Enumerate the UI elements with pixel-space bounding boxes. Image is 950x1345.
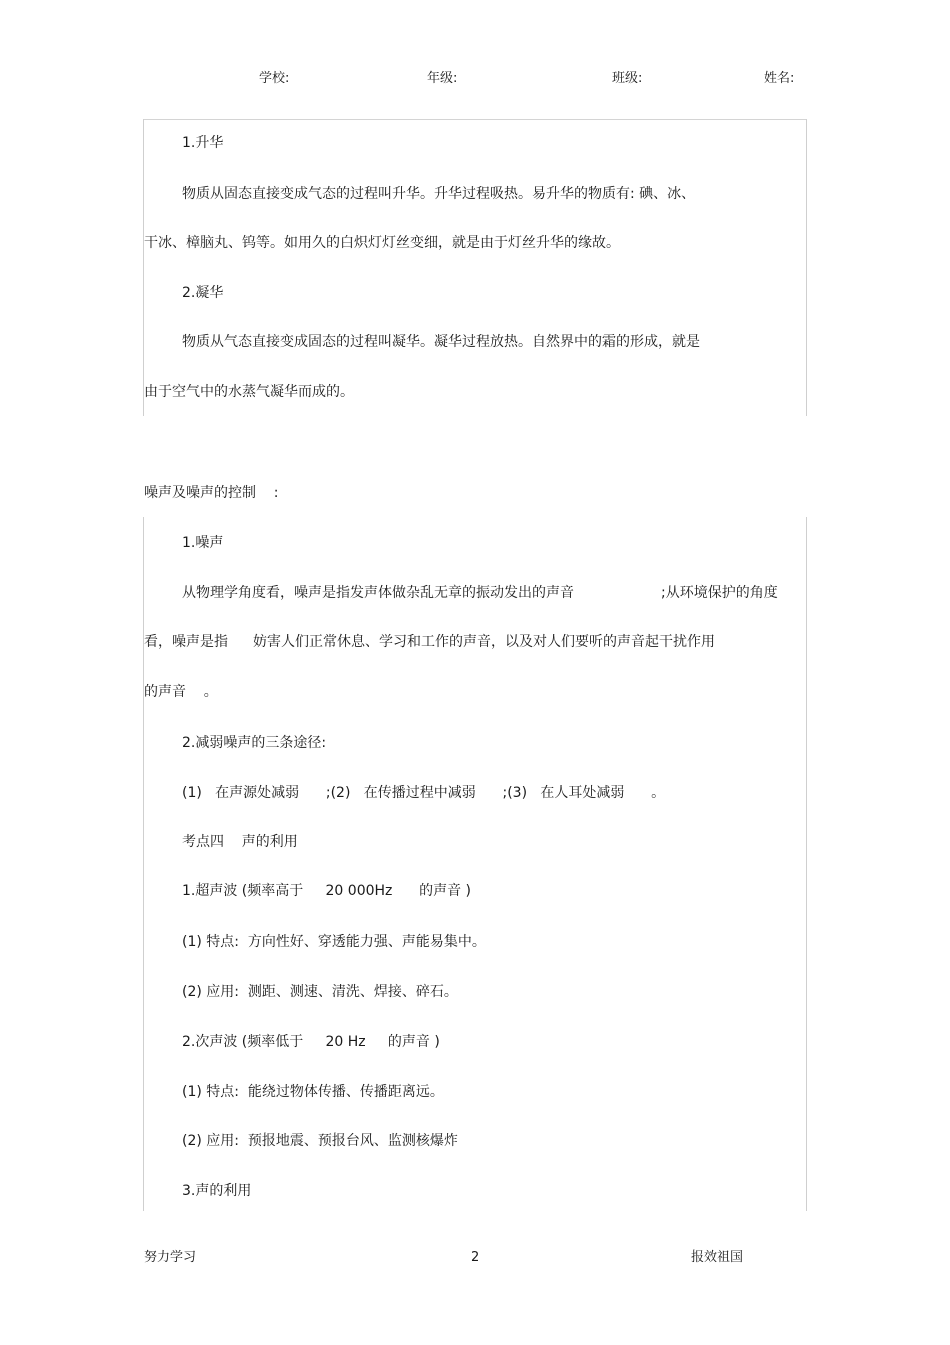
- reduction-title: 2.减弱噪声的三条途径:: [182, 735, 327, 751]
- class-label: 班级:: [612, 71, 643, 86]
- noise-para-line2a: 看，噪声是指: [144, 634, 228, 650]
- box1-left-border: [143, 119, 144, 416]
- ultrasound-features: (1) 特点: 方向性好、穿透能力强、声能易集中。: [182, 934, 486, 950]
- page-number: 2: [471, 1250, 480, 1265]
- box1-top-border: [143, 119, 807, 120]
- box2-right-border: [806, 517, 807, 1211]
- noise-title: 1.噪声: [182, 535, 224, 551]
- noise-para-line3: 的声音 。: [144, 684, 218, 700]
- school-label: 学校:: [259, 71, 290, 86]
- deposition-title: 2.凝华: [182, 285, 224, 301]
- name-label: 姓名:: [764, 71, 795, 86]
- infrasound-title: 2.次声波 (频率低于 20 Hz 的声音 ): [182, 1034, 440, 1050]
- noise-para-line1a: 从物理学角度看，噪声是指发声体做杂乱无章的振动发出的声音: [182, 585, 574, 601]
- noise-para-line1b: ;从环境保护的角度: [661, 585, 778, 601]
- sublimation-para-line2: 干冰、樟脑丸、钨等。如用久的白炽灯灯丝变细，就是由于灯丝升华的缘故。: [144, 235, 620, 251]
- deposition-para-line2: 由于空气中的水蒸气凝华而成的。: [144, 384, 354, 400]
- sublimation-title: 1.升华: [182, 135, 224, 151]
- noise-section-title: 噪声及噪声的控制 :: [144, 485, 279, 501]
- box2-left-border: [143, 517, 144, 1211]
- reduction-items: (1) 在声源处减弱 ;(2) 在传播过程中减弱 ;(3) 在人耳处减弱 。: [182, 785, 666, 801]
- box1-right-border: [806, 119, 807, 416]
- footer-left-motto: 努力学习: [144, 1250, 197, 1265]
- deposition-para-line1: 物质从气态直接变成固态的过程叫凝华。凝华过程放热。自然界中的霜的形成，就是: [182, 334, 700, 350]
- infrasound-uses: (2) 应用: 预报地震、预报台风、监测核爆炸: [182, 1133, 458, 1149]
- ultrasound-title: 1.超声波 (频率高于 20 000Hz 的声音 ): [182, 883, 471, 899]
- sublimation-para-line1: 物质从固态直接变成气态的过程叫升华。升华过程吸热。易升华的物质有: 碘、冰、: [182, 186, 696, 202]
- noise-para-line2b: 妨害人们正常休息、学习和工作的声音，以及对人们要听的声音起干扰作用: [253, 634, 715, 650]
- sound-use-title: 3.声的利用: [182, 1183, 252, 1199]
- grade-label: 年级:: [427, 71, 458, 86]
- infrasound-features: (1) 特点: 能绕过物体传播、传播距离远。: [182, 1084, 444, 1100]
- ultrasound-uses: (2) 应用: 测距、测速、清洗、焊接、碎石。: [182, 984, 458, 1000]
- footer-right-motto: 报效祖国: [691, 1250, 744, 1265]
- point4-heading: 考点四 声的利用: [182, 834, 298, 850]
